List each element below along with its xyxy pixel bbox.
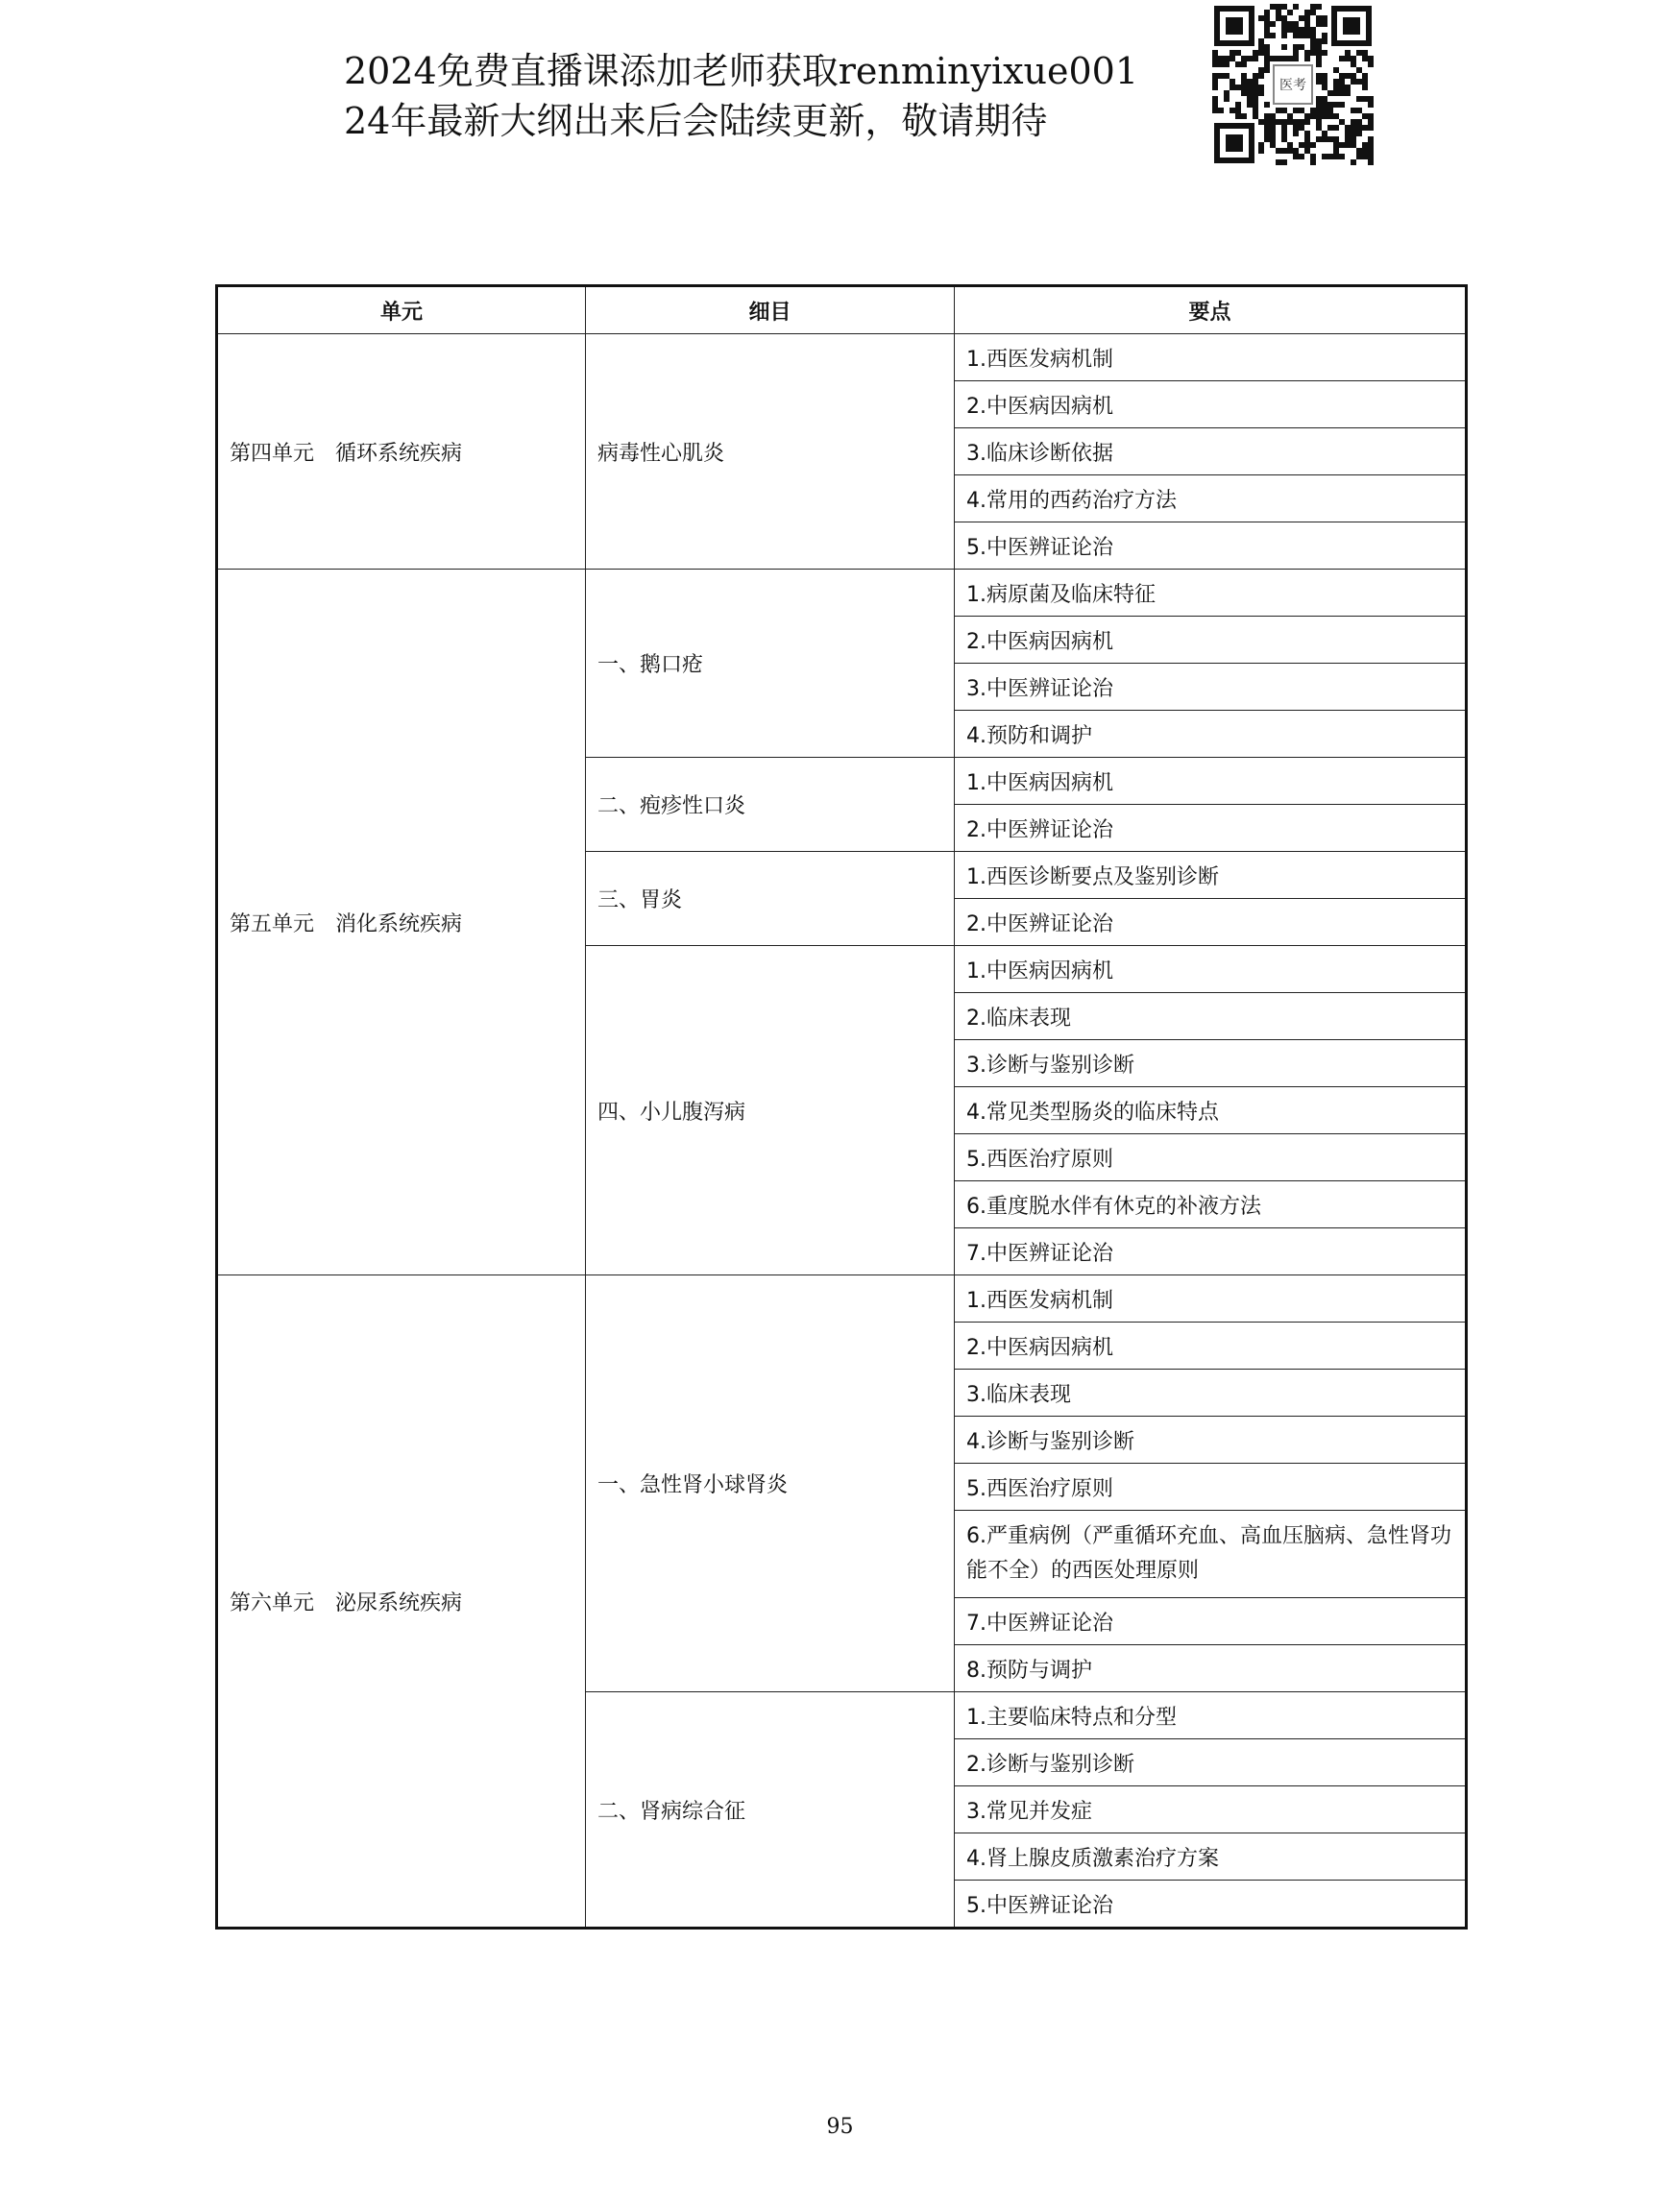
item-cell: 三、胃炎 — [586, 852, 955, 946]
item-cell: 二、肾病综合征 — [586, 1692, 955, 1929]
point-cell: 1.病原菌及临床特征 — [955, 570, 1467, 617]
point-cell: 2.中医病因病机 — [955, 1323, 1467, 1370]
unit-cell — [217, 570, 586, 1275]
item-cell: 一、急性肾小球肾炎 — [586, 1275, 955, 1692]
point-cell: 6.严重病例（严重循环充血、高血压脑病、急性肾功能不全）的西医处理原则 — [955, 1511, 1467, 1598]
syllabus-body — [217, 334, 1467, 1929]
unit-cell — [217, 1275, 586, 1929]
point-cell: 1.西医发病机制 — [955, 1275, 1467, 1323]
point-cell: 2.中医辨证论治 — [955, 899, 1467, 946]
unit-name: 泌尿系统疾病 — [335, 1590, 463, 1615]
point-cell: 5.西医治疗原则 — [955, 1134, 1467, 1181]
point-cell: 3.常见并发症 — [955, 1786, 1467, 1833]
point-cell: 3.临床诊断依据 — [955, 428, 1467, 475]
unit-cell — [217, 334, 586, 570]
unit-name: 消化系统疾病 — [335, 911, 463, 936]
promo-line-1: 2024免费直播课添加老师获取renminyixue001 — [344, 50, 1139, 92]
point-cell: 5.中医辨证论治 — [955, 1881, 1467, 1929]
point-cell: 2.中医辨证论治 — [955, 805, 1467, 852]
point-cell: 1.中医病因病机 — [955, 946, 1467, 993]
item-cell: 二、疱疹性口炎 — [586, 758, 955, 852]
unit-number: 第五单元 — [230, 911, 315, 936]
point-cell: 2.诊断与鉴别诊断 — [955, 1739, 1467, 1786]
point-cell: 5.西医治疗原则 — [955, 1464, 1467, 1511]
point-cell: 7.中医辨证论治 — [955, 1598, 1467, 1645]
point-cell: 4.诊断与鉴别诊断 — [955, 1417, 1467, 1464]
point-cell: 2.中医病因病机 — [955, 381, 1467, 428]
point-cell: 3.诊断与鉴别诊断 — [955, 1040, 1467, 1087]
point-cell: 4.常见类型肠炎的临床特点 — [955, 1087, 1467, 1134]
table-row — [217, 570, 1467, 617]
point-cell: 2.中医病因病机 — [955, 617, 1467, 664]
point-cell: 1.西医发病机制 — [955, 334, 1467, 381]
point-cell: 6.重度脱水伴有休克的补液方法 — [955, 1181, 1467, 1228]
point-cell: 1.中医病因病机 — [955, 758, 1467, 805]
unit-number: 第四单元 — [230, 441, 315, 466]
point-cell: 2.临床表现 — [955, 993, 1467, 1040]
promo-header — [344, 46, 1138, 146]
point-cell: 3.临床表现 — [955, 1370, 1467, 1417]
item-cell: 四、小儿腹泻病 — [586, 946, 955, 1275]
syllabus-table — [215, 284, 1468, 1930]
point-cell: 4.常用的西药治疗方法 — [955, 475, 1467, 522]
point-cell: 5.中医辨证论治 — [955, 522, 1467, 570]
point-cell: 1.主要临床特点和分型 — [955, 1692, 1467, 1739]
header-point: 要点 — [955, 286, 1467, 334]
item-cell: 一、鹅口疮 — [586, 570, 955, 758]
unit-name: 循环系统疾病 — [335, 441, 463, 466]
point-cell: 8.预防与调护 — [955, 1645, 1467, 1692]
table-header-row — [217, 286, 1467, 334]
point-cell: 7.中医辨证论治 — [955, 1228, 1467, 1275]
table-row — [217, 334, 1467, 381]
table-row — [217, 1275, 1467, 1323]
item-cell: 病毒性心肌炎 — [586, 334, 955, 570]
qr-center-logo-text: 医考 — [1279, 78, 1306, 93]
qr-code-icon — [1212, 4, 1374, 165]
point-cell: 3.中医辨证论治 — [955, 664, 1467, 711]
header-unit: 单元 — [217, 286, 586, 334]
point-cell: 4.预防和调护 — [955, 711, 1467, 758]
unit-number: 第六单元 — [230, 1590, 315, 1615]
promo-line-2: 24年最新大纲出来后会陆续更新，敬请期待 — [344, 100, 1048, 142]
header-item: 细目 — [586, 286, 955, 334]
point-cell: 4.肾上腺皮质激素治疗方案 — [955, 1833, 1467, 1881]
point-cell: 1.西医诊断要点及鉴别诊断 — [955, 852, 1467, 899]
page-number: 95 — [826, 2115, 854, 2139]
